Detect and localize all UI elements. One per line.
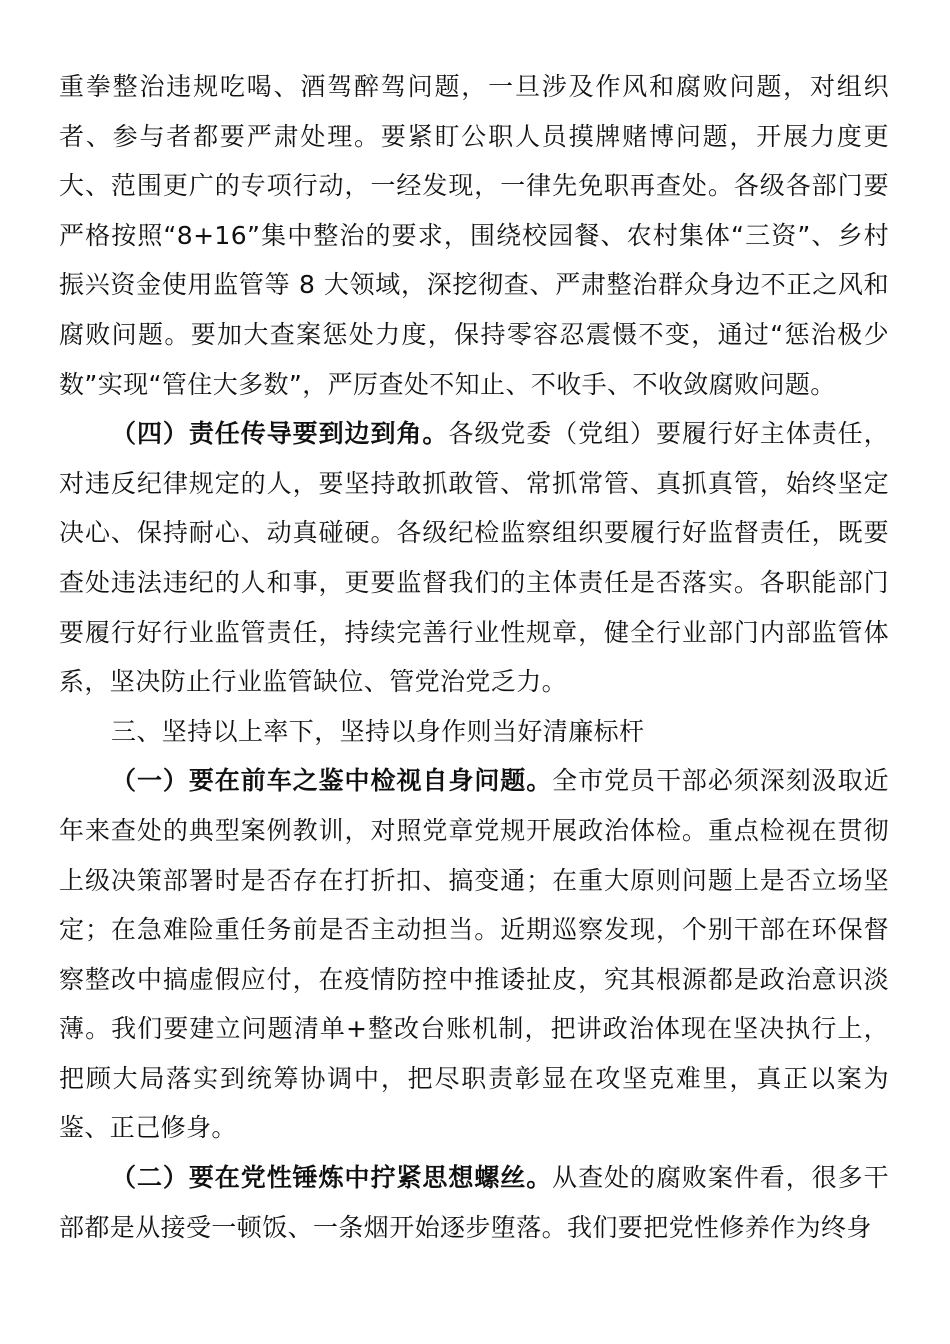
chapter-heading-three bbox=[59, 707, 889, 757]
section-heading-party-spirit: （二）要在党性锤炼中拧紧思想螺丝。 bbox=[111, 1163, 553, 1193]
paragraph-text: 各级党委（党组）要履行好主体责任，对违反纪律规定的人，要坚持敢抓敢管、常抓常管、真抓真管，始终坚定决心、保持耐心、动真碰硬。各级纪检监察组织要履行好监督责任，既要查处违法违纪的人和事，更要监督我们的主体责任是否落实。各职能部门要履行好行业监管责任，持续完善行业性规章，健全行业部门内部监管体系，坚决防止行业监管缺位、管党治党乏力。 bbox=[59, 419, 889, 697]
paragraph-text: 重拳整治违规吃喝、酒驾醉驾问题，一旦涉及作风和腐败问题，对组织者、参与者都要严肃处理。要紧盯公职人员摸牌赌博问题，开展力度更大、范围更广的专项行动，一经发现，一律先免职再查处。各级各部门要严格按照“8+16”集中整治的要求，围绕校园餐、农村集体“三资”、乡村振兴资金使用监管等 8 大领域，深挖彻查、严肃整治群众身边不正之风和腐败问题。要加大查案惩处力度，保持零容忍震慑不变，通过“惩治极少数”实现“管住大多数”，严厉查处不知止、不收手、不收敛腐败问题。 bbox=[59, 72, 889, 399]
section-heading-responsibility: （四）责任传导要到边到角。 bbox=[111, 419, 449, 449]
paragraph-party-spirit bbox=[59, 1153, 889, 1252]
paragraph-text: 从查处的腐败案件看，很多干部都是从接受一顿饭、一条烟开始逐步堕落。我们要把党性修养作为终身 bbox=[59, 1163, 889, 1242]
paragraph-rectification bbox=[59, 62, 889, 409]
chapter-heading-text: 三、坚持以上率下，坚持以身作则当好清廉标杆 bbox=[111, 716, 645, 746]
paragraph-text: 全市党员干部必须深刻汲取近年来查处的典型案例教训，对照党章党规开展政治体检。重点检视在贯彻上级决策部署时是否存在打折扣、搞变通；在重大原则问题上是否立场坚定；在急难险重任务前是否主动担当。近期巡察发现，个别干部在环保督察整改中搞虚假应付，在疫情防控中推诿扯皮，究其根源都是政治意识淡薄。我们要建立问题清单+整改台账机制，把讲政治体现在坚决执行上，把顾大局落实到统筹协调中，把尽职责彰显在攻坚克难里，真正以案为鉴、正己修身。 bbox=[59, 766, 889, 1143]
section-heading-self-examination: （一）要在前车之鉴中检视自身问题。 bbox=[111, 766, 553, 796]
paragraph-self-examination bbox=[59, 756, 889, 1153]
paragraph-responsibility bbox=[59, 409, 889, 707]
document-body bbox=[59, 62, 889, 1252]
